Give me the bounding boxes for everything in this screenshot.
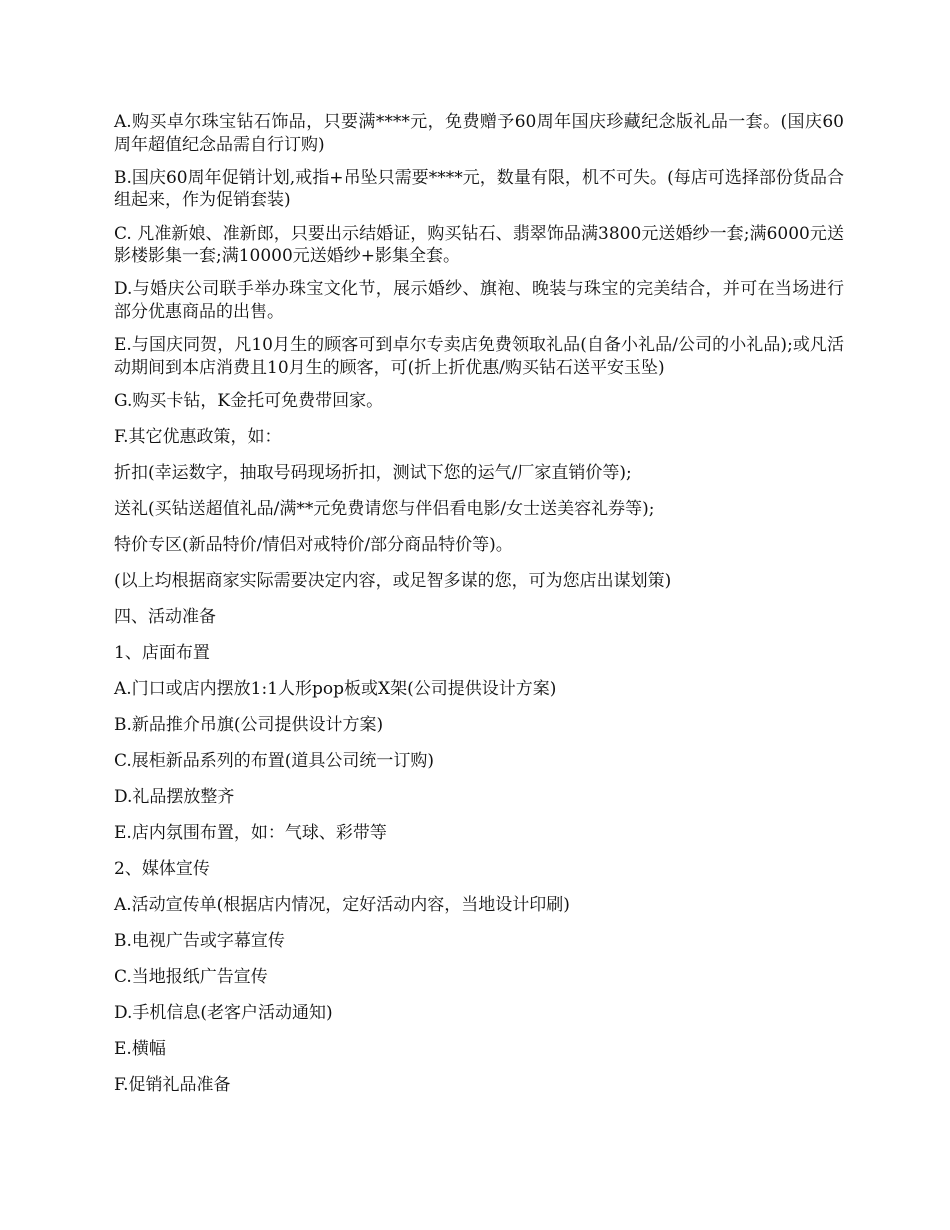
list-item: F.促销礼品准备 <box>114 1074 231 1095</box>
section-heading-preparation: 四、活动准备 <box>114 606 216 627</box>
list-item: D.礼品摆放整齐 <box>114 786 235 807</box>
list-item: A.门口或店内摆放1:1人形pop板或X架(公司提供设计方案) <box>114 678 557 699</box>
list-item: D.手机信息(老客户活动通知) <box>114 1002 333 1023</box>
list-item: C.当地报纸广告宣传 <box>114 966 268 987</box>
line-promo-f: F.其它优惠政策，如： <box>114 426 282 447</box>
paragraph-promo-e: E.与国庆同贺，凡10月生的顾客可到卓尔专卖店免费领取礼品(自备小礼品/公司的小礼品);或凡活动期间到本店消费且10月生的顾客，可(折上折优惠/购买钻石送平安玉坠) <box>114 335 844 378</box>
paragraph-promo-a: A.购买卓尔珠宝钻石饰品，只要满****元，免费赠予60周年国庆珍藏纪念版礼品一套。(国庆60周年超值纪念品需自行订购) <box>114 112 844 155</box>
list-item: E.横幅 <box>114 1038 166 1059</box>
line-special-zone: 特价专区(新品特价/情侣对戒特价/部分商品特价等)。 <box>114 534 513 555</box>
line-note: (以上均根据商家实际需要决定内容，或足智多谋的您，可为您店出谋划策) <box>114 570 672 591</box>
paragraph-promo-b: B.国庆60周年促销计划,戒指+吊坠只需要****元，数量有限，机不可失。(每店可选择部份货品合组起来，作为促销套装) <box>114 167 844 211</box>
paragraph-promo-d: D.与婚庆公司联手举办珠宝文化节，展示婚纱、旗袍、晚装与珠宝的完美结合，并可在当场进行部分优惠商品的出售。 <box>114 279 844 322</box>
paragraph-promo-c: C. 凡准新娘、准新郎，只要出示结婚证，购买钻石、翡翠饰品满3800元送婚纱一套;满6000元送影楼影集一套;满10000元送婚纱+影集全套。 <box>114 223 844 267</box>
subheading-store-layout: 1、店面布置 <box>114 642 210 663</box>
line-discount: 折扣(幸运数字，抽取号码现场折扣，测试下您的运气/厂家直销价等); <box>114 462 632 483</box>
list-item: B.新品推介吊旗(公司提供设计方案) <box>114 714 384 735</box>
list-item: C.展柜新品系列的布置(道具公司统一订购) <box>114 750 435 771</box>
document-body <box>114 111 844 1110</box>
list-item: E.店内氛围布置，如：气球、彩带等 <box>114 822 387 843</box>
subheading-media-promotion: 2、媒体宣传 <box>114 858 210 879</box>
line-promo-g: G.购买卡钻，K金托可免费带回家。 <box>114 390 384 411</box>
line-gift: 送礼(买钻送超值礼品/满**元免费请您与伴侣看电影/女士送美容礼券等); <box>114 498 655 519</box>
list-item: A.活动宣传单(根据店内情况，定好活动内容，当地设计印刷) <box>114 894 570 915</box>
list-item: B.电视广告或字幕宣传 <box>114 930 285 951</box>
